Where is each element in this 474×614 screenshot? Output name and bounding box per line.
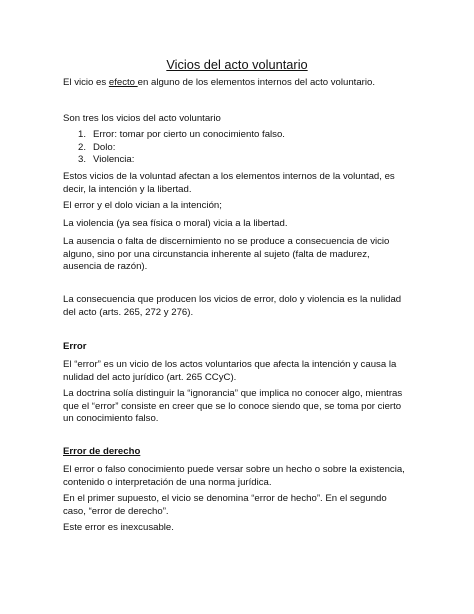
intro-emphasis: efecto [108, 77, 138, 88]
list-number: 1. [78, 129, 87, 140]
list-item [78, 129, 285, 142]
list-intro: Son tres los vicios del acto voluntario [63, 113, 221, 124]
list-text: Dolo: [93, 141, 116, 153]
list-number: 3. [78, 154, 87, 166]
list-item [78, 154, 285, 167]
paragraph-absence: La ausencia o falta de discernimiento no se produce a consecuencia de vicio alguno, sino por una circunstancia inherente al sujeto (falta de madurez, ausencia de razón). [63, 236, 390, 273]
heading-error-de-derecho: Error de derecho [63, 446, 141, 457]
paragraph-consequence: La consecuencia que producen los vicios de error, dolo y violencia es la nulidad del acto (arts. 265, 272 y 276). [63, 294, 402, 318]
paragraph-doctrine: La doctrina solía distinguir la “ignorancia” que implica no conocer algo, mientras que el “error” consiste en creer que se lo conoce siendo que, se toma por cierto un conocimiento falso. [63, 388, 403, 425]
paragraph-error-dolo: El error y el dolo vician a la intención; [63, 200, 222, 211]
document-title: Vicios del acto voluntario [166, 57, 308, 72]
paragraph-first-case: En el primer supuesto, el vicio se denomina “error de hecho”. En el segundo caso, “error de derecho”. [63, 493, 387, 517]
paragraph-violence: La violencia (ya sea física o moral) vicia a la libertad. [63, 218, 288, 229]
heading-error: Error [63, 341, 87, 352]
intro-after: en alguno de los elementos internos del acto voluntario. [137, 77, 376, 88]
paragraph-effects: Estos vicios de la voluntad afectan a los elementos internos de la voluntad, es decir, la intención y la libertad. [63, 171, 395, 195]
list-text: Error: tomar por cierto un conocimiento falso. [93, 129, 285, 140]
paragraph-error-law: El error o falso conocimiento puede versar sobre un hecho o sobre la existencia, contenido o interpretación de una norma jurídica. [63, 464, 405, 488]
list-text: Violencia: [93, 154, 135, 166]
list-number: 2. [78, 141, 87, 153]
paragraph-inexcusable: Este error es inexcusable. [63, 522, 174, 533]
intro-before: El vicio es [63, 77, 109, 88]
list-item [78, 142, 285, 155]
intro-paragraph [63, 77, 408, 90]
vices-list [78, 129, 285, 167]
paragraph-error-definition: El “error” es un vicio de los actos voluntarios que afecta la intención y causa la nulidad del acto jurídico (art. 265 CCyC). [63, 359, 397, 383]
